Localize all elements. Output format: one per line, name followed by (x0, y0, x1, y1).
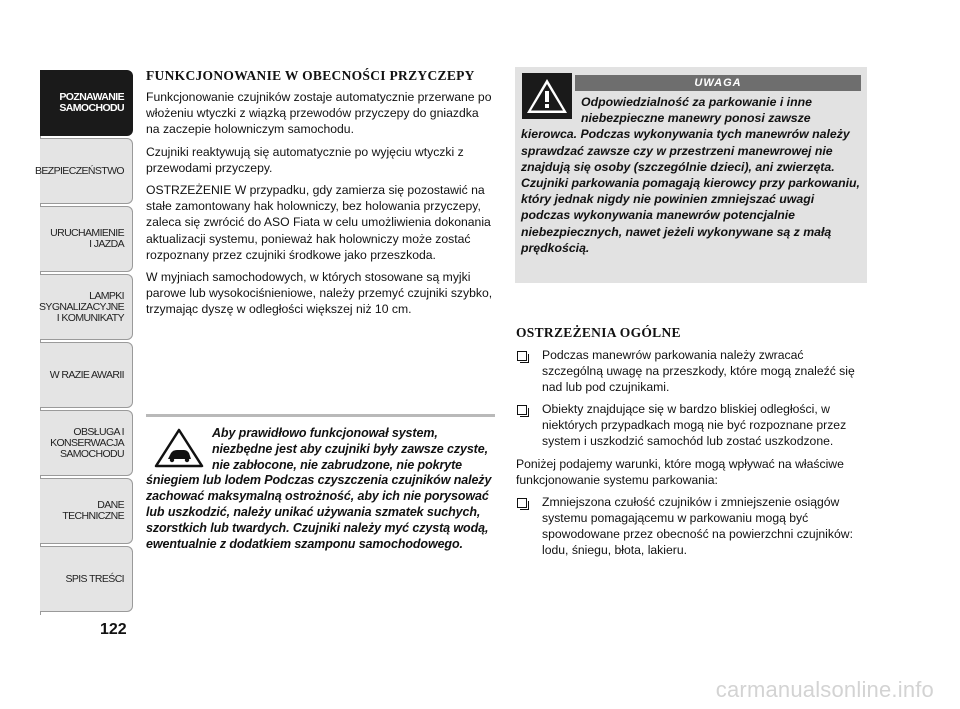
right-column (516, 325, 866, 566)
tab-spis-tresci[interactable]: SPIS TREŚCI (40, 546, 133, 612)
warning-box (515, 67, 867, 283)
tab-bezpieczenstwo[interactable]: BEZPIECZEŃSTWO (40, 138, 133, 204)
warning-title: UWAGA (575, 75, 861, 91)
paragraph: Poniżej podajemy warunki, które mogą wpływać na właściwe funkcjonowanie systemu parkowania: (516, 456, 844, 487)
watermark: carmanualsonline.info (715, 677, 934, 702)
page-number: 122 (100, 621, 127, 638)
section-heading-general-warnings: OSTRZEŻENIA OGÓLNE (516, 325, 681, 340)
tab-dane-techniczne[interactable]: DANE TECHNICZNE (40, 478, 133, 544)
list-item (516, 348, 866, 395)
left-column (146, 68, 494, 324)
warning-text-body: Odpowiedzialność za parkowanie i inne niebezpieczne manewry ponosi zawsze kierowca. Podczas wykonywania tych manewrów należy sprawdzać zawsze czy w przestrzeni manewrowej nie znajdują się osoby (szczególnie dzieci), ani zwierzęta. Czujniki parkowania pomagają kierowcy przy parkowaniu, który jednak nigdy nie powinien zmniejszać uwagi podczas wykonywania manewrów potencjalnie niebezpiecznych, nawet jeżeli wykonywane są z małą prędkością. (521, 95, 860, 255)
tab-lampki-sygnalizacyjne[interactable]: LAMPKI SYGNALIZACYJNE I KOMUNIKATY (40, 274, 133, 340)
care-note (146, 426, 496, 552)
tab-poznawanie-samochodu[interactable]: POZNAWANIE SAMOCHODU (40, 70, 133, 136)
paragraph: W myjniach samochodowych, w których stosowane są myjki parowe lub wysokociśnieniowe, należy przemyć czujniki szybko, trzymając dyszę w odległości większej niż 10 cm. (146, 270, 493, 317)
paragraph: Czujniki reaktywują się automatycznie po wyjęciu wtyczki z przewodami przyczepy. (146, 144, 464, 175)
paragraph: OSTRZEŻENIE W przypadku, gdy zamierza się pozostawić na stałe zamontowany hak holowniczy, bez holowania przyczepy, zaleca się zwrócić do ASO Fiata w celu umożliwienia dokonania aktualizacji systemu, ponieważ hak holowniczy może zostać rozpoznany przez czujniki środkowe jako przeszkoda. (146, 183, 491, 262)
list-item (516, 402, 866, 449)
checkbox-bullet-icon (517, 498, 527, 508)
section-heading-trailer: FUNKCJONOWANIE W OBECNOŚCI PRZYCZEPY (146, 68, 475, 83)
list-item-text: Zmniejszona czułość czujników i zmniejszenie osiągów systemu pomagającemu w parkowaniu mogą być spowodowane przez obecność na powierzchni czujników: lodu, śniegu, błota, lakieru. (542, 495, 853, 557)
checkbox-bullet-icon (517, 405, 527, 415)
warning-text (521, 94, 861, 256)
tab-w-razie-awarii[interactable]: W RAZIE AWARII (40, 342, 133, 408)
tab-obsluga-i-konserwacja[interactable]: OBSŁUGA I KONSERWACJA SAMOCHODU (40, 410, 133, 476)
car-care-icon (154, 428, 204, 468)
list-item-text: Podczas manewrów parkowania należy zwracać szczególną uwagę na przeszkody, które mogą znaleźć się nad lub pod czujnikami. (542, 348, 855, 394)
list-item-text: Obiekty znajdujące się w bardzo bliskiej odległości, w niektórych przypadkach mogą nie być rozpoznane przez system i uszkodzić samochód lub zostać uszkodzone. (542, 402, 847, 448)
care-note-text: Aby prawidłowo funkcjonował system, niezbędne jest aby czujniki były zawsze czyste, nie zabłocone, nie zabrudzone, nie pokryte śniegiem lub lodem Podczas czyszczenia czujników należy zachować maksymalną ostrożność, aby ich nie porysować lub uszkodzić, należy unikać używania szmatek suchych, szorstkich lub twardych. Czujniki należy myć czystą wodą, ewentualnie z dodatkiem szamponu samochodowego. (146, 426, 492, 551)
section-divider (146, 414, 495, 417)
list-item (516, 495, 866, 558)
checkbox-bullet-icon (517, 351, 527, 361)
tab-uruchamienie-i-jazda[interactable]: URUCHAMIENIE I JAZDA (40, 206, 133, 272)
paragraph: Funkcjonowanie czujników zostaje automatycznie przerwane po włożeniu wtyczki z wiązką przewodów przyczepy do gniazdka na zaczepie holowniczym samochodu. (146, 90, 492, 137)
